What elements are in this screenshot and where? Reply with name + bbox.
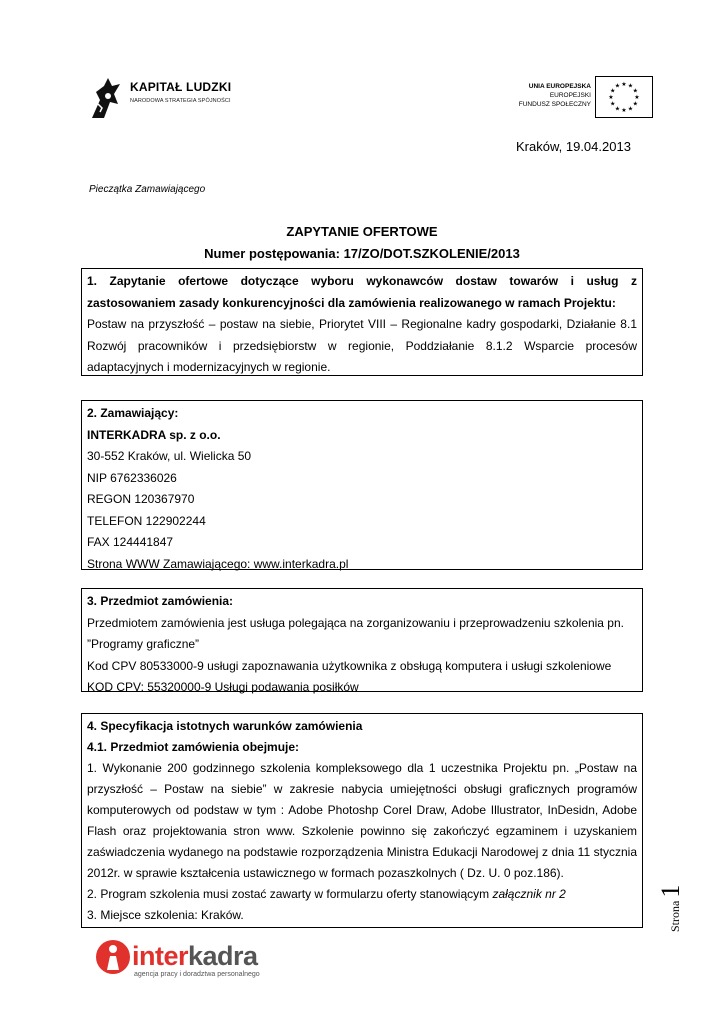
company-regon: REGON 120367970 — [87, 492, 195, 506]
cpv-code-1: Kod CPV 80533000-9 usługi zapoznawania użytkownika z obsługą komputera i usługi szkoleniowe — [87, 658, 612, 673]
page-marker-word: Strona — [668, 900, 682, 932]
kapital-ludzki-subtitle: NARODOWA STRATEGIA SPÓJNOŚCI — [130, 98, 231, 104]
company-name: INTERKADRA sp. z o.o. — [87, 427, 221, 442]
eu-star: ★ — [621, 108, 627, 114]
eu-star: ★ — [632, 101, 638, 108]
section-4-item-1: 1. Wykonanie 200 godzinnego szkolenia kompleksowego dla 1 uczestnika Projektu pn. „Postaw na przyszłość – Postaw na siebie” w zakresie nabycia umiejętności obsługi graficznych programów komputerowych od podstaw w tym : Adobe Photoshp Corel Draw, Adobe Illustrator, InDesidn, Adobe Flash oraz projektowania stron www. Szkolenie powinno się zakończyć egzaminem i uzyskaniem zaświadczenia wydanego na podstawie rozporządzenia Ministra Edukacji Narodowej z dnia 11 stycznia 2012r. w sprawie kształcenia ustawicznego w formach pozaszkolnych ( Dz. U. 0 poz.186). — [87, 761, 637, 880]
kapital-ludzki-emblem-icon — [88, 74, 126, 122]
document-title: ZAPYTANIE OFERTOWE — [286, 224, 438, 239]
section-1-box — [81, 268, 643, 376]
eu-star: ★ — [614, 106, 621, 113]
section-4-item-2-text: 2. Program szkolenia musi zostać zawarty w formularzu oferty stanowiącym — [87, 887, 493, 901]
eu-logo — [505, 76, 653, 120]
eu-star: ★ — [610, 101, 616, 108]
interkadra-wordmark-part1: inter — [132, 941, 189, 971]
case-number: Numer postępowania: 17/ZO/DOT.SZKOLENIE/2013 — [204, 246, 520, 261]
section-3-box — [81, 588, 643, 692]
eu-star: ★ — [627, 83, 634, 90]
eu-star: ★ — [632, 88, 638, 95]
company-nip: NIP 6762336026 — [87, 470, 177, 485]
kapital-ludzki-title: KAPITAŁ LUDZKI — [130, 80, 232, 94]
kapital-ludzki-logo — [88, 72, 238, 124]
interkadra-figure-icon — [96, 940, 130, 974]
company-phone: TELEFON 122902244 — [87, 513, 206, 528]
section-4-item-2 — [87, 884, 637, 905]
eu-star: ★ — [634, 95, 640, 101]
eu-star: ★ — [627, 106, 634, 113]
section-4-subheading: 4.1. Przedmiot zamówienia obejmuje: — [87, 740, 300, 754]
section-3-body: Przedmiotem zamówienia jest usługa polegająca na zorganizowaniu i przeprowadzeniu szkolenia pn. ”Programy graficzne” — [87, 615, 624, 651]
cpv-code-2: KOD CPV: 55320000-9 Usługi podawania posiłków — [87, 680, 359, 694]
company-address: 30-552 Kraków, ul. Wielicka 50 — [87, 449, 252, 463]
company-fax: FAX 124441847 — [87, 535, 174, 549]
section-1-heading: 1. Zapytanie ofertowe dotyczące wyboru wykonawców dostaw towarów i usług z zastosowaniem zasady konkurencyjności dla zamówienia realizowanego w ramach Projektu: — [87, 274, 637, 310]
interkadra-tagline: agencja pracy i doradztwa personalnego — [134, 971, 260, 978]
section-4-box — [81, 713, 643, 928]
stamp-label: Pieczątka Zamawiającego — [89, 184, 206, 195]
eu-stars-icon — [596, 77, 652, 117]
page-marker — [650, 872, 696, 932]
interkadra-wordmark-part2: kadra — [188, 941, 258, 971]
section-4-item-3: 3. Miejsce szkolenia: Kraków. — [87, 908, 244, 922]
section-2-heading: 2. Zamawiający: — [87, 406, 179, 420]
eu-flag-icon — [595, 76, 653, 118]
interkadra-emblem-icon — [96, 940, 130, 974]
attachment-reference: załącznik nr 2 — [492, 887, 566, 901]
eu-star: ★ — [608, 95, 614, 101]
eu-star: ★ — [610, 88, 616, 95]
eu-star: ★ — [621, 82, 627, 88]
section-2-box — [81, 400, 643, 570]
section-4-heading: 4. Specyfikacja istotnych warunków zamówienia — [87, 719, 363, 733]
eu-star: ★ — [614, 83, 621, 90]
document-date: Kraków, 19.04.2013 — [516, 139, 631, 154]
interkadra-wordmark — [132, 940, 258, 972]
eu-text — [519, 82, 591, 109]
interkadra-logo — [96, 938, 276, 988]
section-3-heading: 3. Przedmiot zamówienia: — [87, 594, 234, 608]
eu-line1: UNIA EUROPEJSKA — [528, 83, 591, 90]
eu-line2: EUROPEJSKI — [549, 92, 591, 99]
page-number: 1 — [656, 884, 685, 898]
company-www: Strona WWW Zamawiającego: www.interkadra.pl — [87, 556, 349, 571]
eu-line3: FUNDUSZ SPOŁECZNY — [518, 101, 591, 108]
section-1-body: Postaw na przyszłość – postaw na siebie, Priorytet VIII – Regionalne kadry gospodarki, Działanie 8.1 Rozwój pracowników i przedsiębiorstw w regionie, Poddziałanie 8.1.2 Wsparcie procesów adaptacyjnych i modernizacyjnych w regionie. — [87, 317, 637, 374]
